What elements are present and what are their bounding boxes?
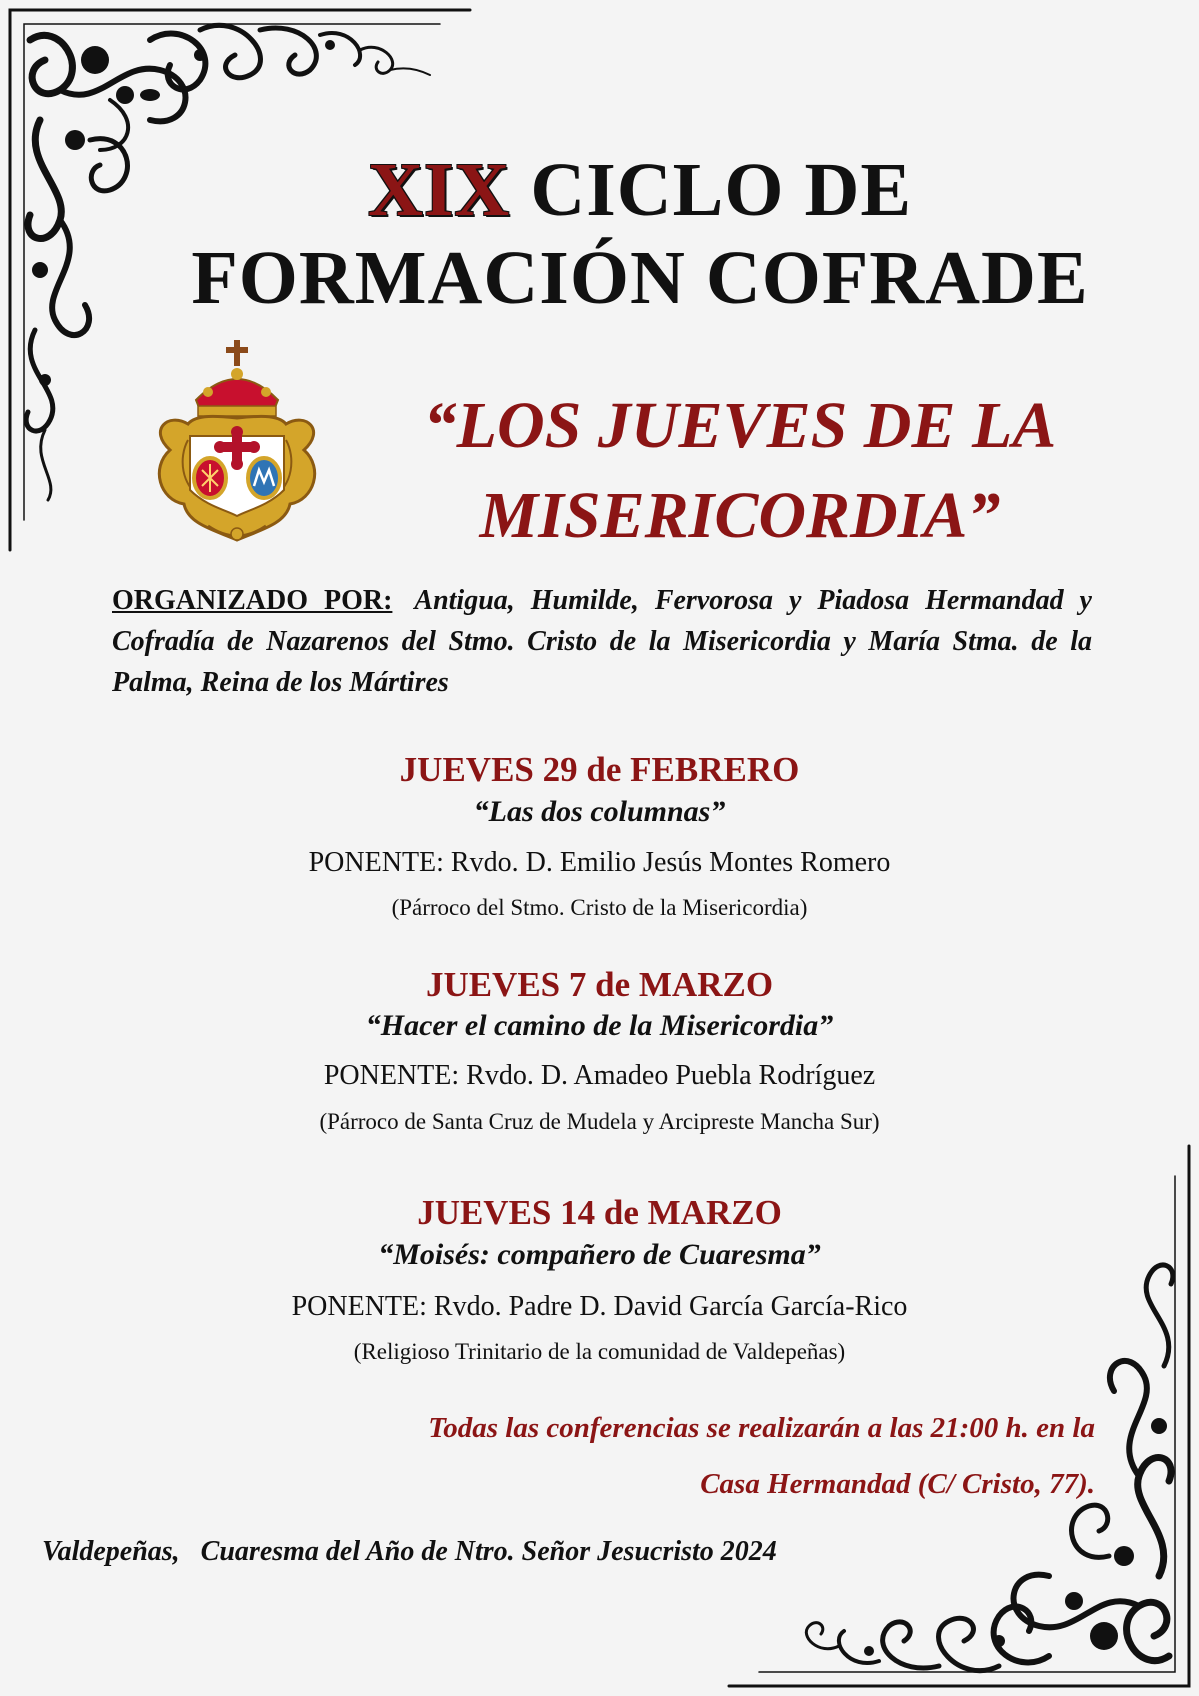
- subtitle-line-1: “LOS JUEVES DE LA: [423, 389, 1057, 462]
- session-speaker-role: (Párroco del Stmo. Cristo de la Misericordia): [391, 895, 808, 920]
- title-line-1-rest: CICLO DE: [530, 148, 913, 232]
- organizer-text: Antigua, Humilde, Fervorosa y Piadosa Hermandad y Cofradía de Nazarenos del Stmo. Cristo de la Misericordia y María Stma. de la Palma, Reina de los Mártires: [112, 585, 1092, 698]
- title-line-1: [150, 144, 1130, 236]
- schedule-note-line-1: Todas las conferencias se realizarán a las 21:00 h. en la: [428, 1412, 1095, 1444]
- session-speaker: PONENTE: Rvdo. Padre D. David García García-Rico: [291, 1291, 908, 1322]
- footer-place-date: Valdepeñas, Cuaresma del Año de Ntro. Señor Jesucristo 2024: [42, 1536, 777, 1567]
- session-speaker-role: (Religioso Trinitario de la comunidad de Valdepeñas): [353, 1339, 846, 1364]
- subtitle-line-2: MISERICORDIA”: [479, 479, 1001, 552]
- schedule-note-line-2: Casa Hermandad (C/ Cristo, 77).: [700, 1468, 1095, 1500]
- session-talk-title: “Las dos columnas”: [473, 795, 726, 828]
- session-speaker: PONENTE: Rvdo. D. Amadeo Puebla Rodríguez: [323, 1060, 876, 1091]
- session-speaker: PONENTE: Rvdo. D. Emilio Jesús Montes Romero: [308, 847, 891, 878]
- session-talk-title: “Moisés: compañero de Cuaresma”: [378, 1238, 821, 1271]
- organizer-label: ORGANIZADO POR:: [112, 585, 393, 616]
- session-date: JUEVES 29 de FEBRERO: [399, 750, 800, 789]
- session-date: JUEVES 14 de MARZO: [417, 1193, 782, 1232]
- brotherhood-crest-icon: [148, 340, 326, 550]
- session-speaker-role: (Párroco de Santa Cruz de Mudela y Arcipreste Mancha Sur): [319, 1109, 880, 1134]
- session-date: JUEVES 7 de MARZO: [425, 965, 774, 1004]
- session-talk-title: “Hacer el camino de la Misericordia”: [365, 1009, 834, 1042]
- title-line-2: FORMACIÓN COFRADE: [191, 236, 1089, 320]
- organizer-paragraph: [112, 580, 1092, 703]
- title-roman-numeral: XIX: [367, 148, 511, 232]
